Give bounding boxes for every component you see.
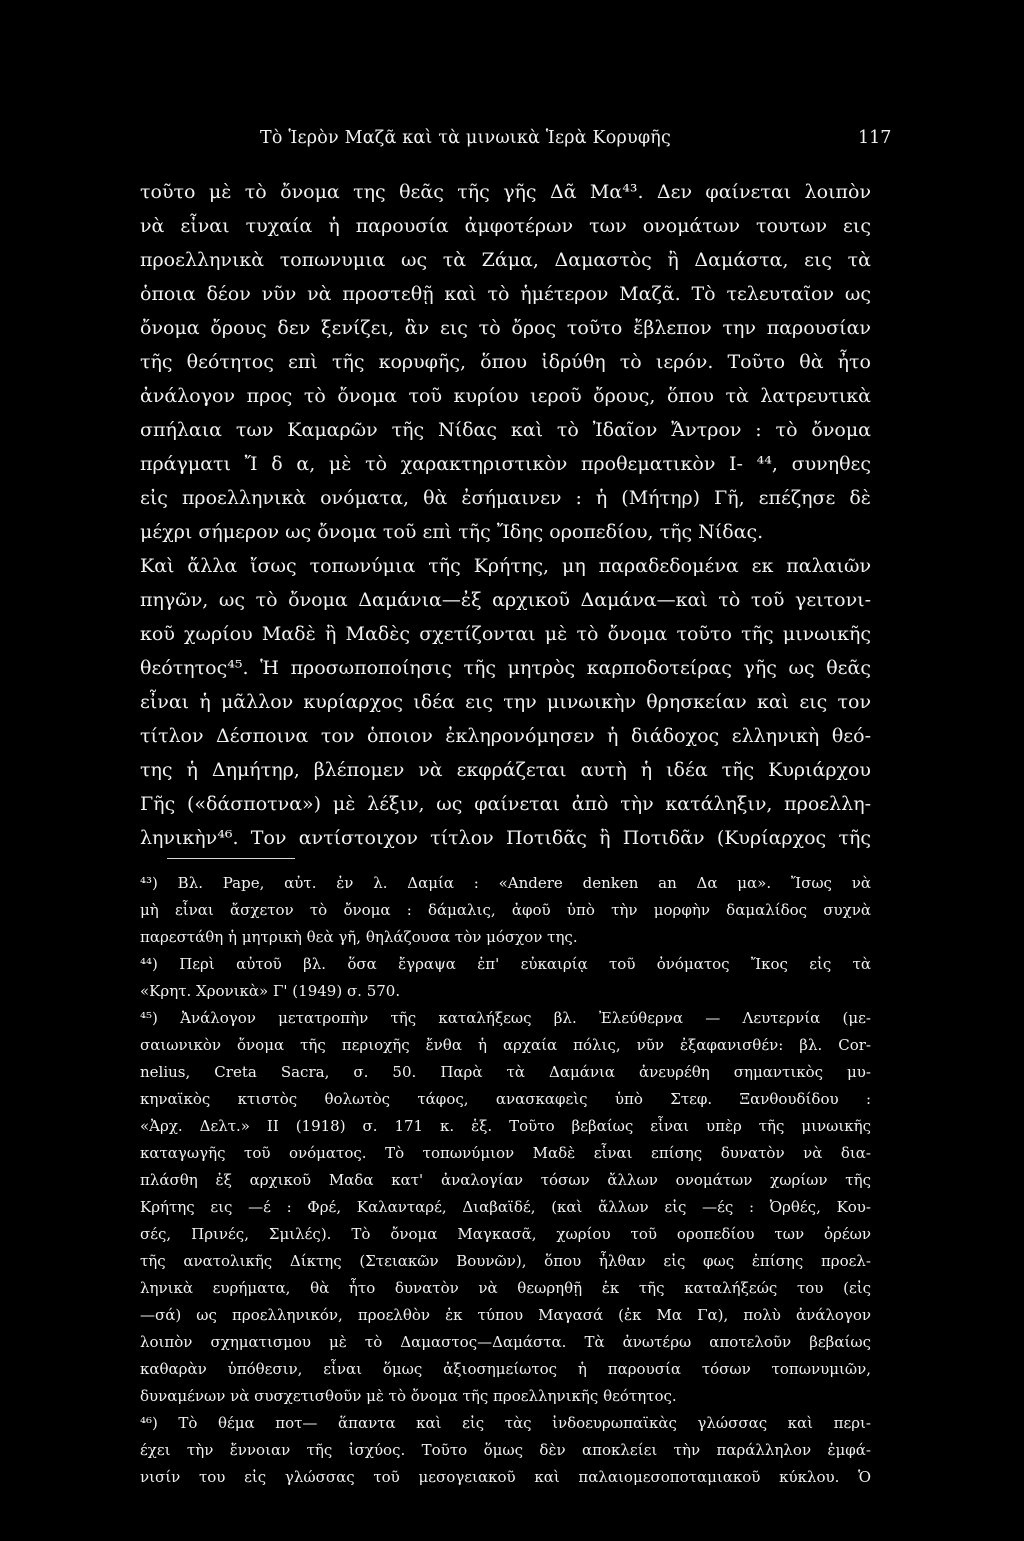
body-line: σπήλαια των Καμαρῶν τῆς Νίδας καὶ τὸ Ἰδαῖον Ἄντρον : τὸ ὄνομα — [140, 419, 871, 441]
footnote-line: —σά) ως προελληνικόν, προελθὸν ἐκ τύπου Μαγασά (ἐκ Μα Γα), πολὺ ἀνάλογον — [140, 1306, 871, 1324]
footnote-line: νισίν του εἰς γλώσσας τοῦ μεσογειακοῦ καὶ παλαιομεσοποταμιακοῦ κύκλου. Ὁ — [140, 1468, 871, 1486]
body-line: μέχρι σήμερον ως ὄνομα τοῦ επὶ τῆς Ἴδης οροπεδίου, τῆς Νίδας. — [140, 521, 764, 543]
body-line: πηγῶν, ως τὸ ὄνομα Δαμάνια—ἐξ αρχικοῦ Δαμάνα—καὶ τὸ τοῦ γειτονι- — [140, 589, 871, 611]
footnote-line: κηναϊκὸς κτιστὸς θολωτὸς τάφος, ανασκαφεὶς ὑπὸ Στεφ. Ξανθουδίδου : — [140, 1090, 871, 1108]
footnote-line: παρεστάθη ἡ μητρικὴ θεὰ γῆ, θηλάζουσα τὸν μόσχον της. — [140, 928, 578, 946]
body-line: Καὶ ἄλλα ἴσως τοπωνύμια τῆς Κρήτης, μη παραδεδομένα εκ παλαιῶν — [140, 555, 871, 577]
footnote-line: πλάσθη ἐξ αρχικοῦ Μαδα κατ' ἀναλογίαν τόσων ἄλλων ονομάτων χωρίων τῆς — [140, 1171, 871, 1189]
footnote-line: μὴ εἶναι ἄσχετον τὸ ὄνομα : δάμαλις, ἀφοῦ ὑπὸ τὴν μορφὴν δαμαλίδος συχνὰ — [140, 901, 871, 919]
body-line: τοῦτο μὲ τὸ ὄνομα της θεᾶς τῆς γῆς Δᾶ Μα⁴³. Δεν φαίνεται λοιπὸν — [140, 181, 871, 203]
body-line: νὰ εἶναι τυχαία ἡ παρουσία ἀμφοτέρων των ονομάτων τουτων εις — [140, 215, 871, 237]
running-title: Τὸ Ἱερὸν Μαζᾶ καὶ τὰ μινωικὰ Ἱερὰ Κορυφῆς — [260, 128, 671, 148]
footnote-line: Κρήτης εις —έ : Φρέ, Καλανταρέ, Διαβαϊδέ, (καὶ ἄλλων εἰς —ές : Ὀρθές, Κου- — [140, 1198, 871, 1216]
body-line: ὄνομα ὄρους δεν ξενίζει, ἂν εις τὸ ὄρος τοῦτο ἔβλεπον την παρουσίαν — [140, 317, 871, 339]
body-line: ληνικὴν⁴⁶. Τον αντίστοιχον τίτλον Ποτιδᾶς ἢ Ποτιδᾶν (Κυρίαρχος τῆς — [140, 827, 871, 849]
footnote-line: λοιπὸν σχηματισμου μὲ τὸ Δαμαστος—Δαμάστα. Τὰ ἀνωτέρω αποτελοῦν βεβαίως — [140, 1333, 871, 1351]
footnote-line: τῆς ανατολικῆς Δίκτης (Στειακῶν Βουνῶν), ὅπου ἦλθαν εἰς φως ἐπίσης προελ- — [140, 1252, 871, 1270]
footnote-line: καθαρὰν ὑπόθεσιν, εἶναι ὅμως ἀξιοσημείωτος ἡ παρουσία τόσων τοπωνυμιῶν, — [140, 1360, 871, 1378]
body-line: εἰς προελληνικὰ ονόματα, θὰ ἐσήμαινεν : ἡ (Μήτηρ) Γῆ, επέζησε δὲ — [140, 487, 871, 509]
footnote-line: ⁴⁴) Περὶ αὐτοῦ βλ. ὅσα ἔγραψα ἐπ' εὐκαιρίᾳ τοῦ ὀνόματος Ἴκος εἰς τὰ — [140, 955, 871, 973]
footnote-line: ⁴³) Βλ. Pape, αὐτ. ἐν λ. Δαμία : «Andere denken an Δα μα». Ἴσως νὰ — [140, 874, 871, 892]
body-line: ὁποια δέον νῦν νὰ προστεθῇ καὶ τὸ ἡμέτερον Μαζᾶ. Τὸ τελευταῖον ως — [140, 283, 871, 305]
footnote-separator — [167, 858, 295, 859]
footnote-line: σαιωνικὸν ὄνομα τῆς περιοχῆς ἔνθα ἡ αρχαία πόλις, νῦν ἐξαφανισθέν: βλ. Cor- — [140, 1036, 871, 1054]
body-line: κοῦ χωρίου Μαδὲ ἢ Μαδὲς σχετίζονται μὲ τὸ ὄνομα τοῦτο τῆς μινωικῆς — [140, 623, 871, 645]
footnote-line: «Ἀρχ. Δελτ.» ΙΙ (1918) σ. 171 κ. ἑξ. Τοῦτο βεβαίως εἶναι υπὲρ τῆς μινωικῆς — [140, 1117, 871, 1135]
body-line: τῆς θεότητος επὶ τῆς κορυφῆς, ὅπου ἱδρύθη τὸ ιερόν. Τοῦτο θὰ ἦτο — [140, 351, 871, 373]
footnote-line: «Κρητ. Χρονικὰ» Γ' (1949) σ. 570. — [140, 982, 401, 1000]
body-line: της ἡ Δημήτηρ, βλέπομεν νὰ εκφράζεται αυτὴ ἡ ιδέα τῆς Κυριάρχου — [140, 759, 871, 781]
footnote-line: nelius, Creta Sacra, σ. 50. Παρὰ τὰ Δαμάνια ἀνευρέθη σημαντικὸς μυ- — [140, 1063, 871, 1081]
body-line: πράγματι Ἴ δ α, μὲ τὸ χαρακτηριστικὸν προθεματικὸν Ι- ⁴⁴, συνηθες — [140, 453, 871, 475]
footnote-line: ⁴⁶) Τὸ θέμα ποτ— ἅπαντα καὶ εἰς τὰς ἰνδοευρωπαϊκὰς γλώσσας καὶ περι- — [140, 1414, 871, 1432]
footnote-line: καταγωγῆς τοῦ ονόματος. Τὸ τοπωνύμιον Μαδὲ εἶναι επίσης δυνατὸν νὰ δια- — [140, 1144, 871, 1162]
footnote-line: έχει τὴν ἔννοιαν τῆς ἰσχύος. Τοῦτο ὅμως δὲν αποκλείει τὴν παράλληλον ἐμφά- — [140, 1441, 871, 1459]
page-number: 117 — [858, 128, 892, 148]
body-line: ἀνάλογον προς τὸ ὄνομα τοῦ κυρίου ιεροῦ ὄρους, ὅπου τὰ λατρευτικὰ — [140, 385, 871, 407]
footnote-line: ⁴⁵) Ἀνάλογον μετατροπὴν τῆς καταλήξεως βλ. Ἐλεύθερνα — Λευτερνία (με- — [140, 1009, 871, 1027]
footnote-line: δυναμένων νὰ συσχετισθοῦν μὲ τὸ ὄνομα τῆς προελληνικῆς θεότητος. — [140, 1387, 677, 1405]
footnote-line: σές, Πρινές, Σμιλές). Τὸ ὄνομα Μαγκασᾶ, χωρίου τοῦ οροπεδίου των ὀρέων — [140, 1225, 871, 1243]
body-line: Γῆς («δάσποτνα») μὲ λέξιν, ως φαίνεται ἀπὸ τὴν κατάληξιν, προελλη- — [140, 793, 871, 815]
body-line: εἶναι ἡ μᾶλλον κυρίαρχος ιδέα εις την μινωικὴν θρησκείαν καὶ εις τον — [140, 691, 871, 713]
body-line: τίτλον Δέσποινα τον ὁποιον ἐκληρονόμησεν ἡ διάδοχος ελληνικὴ θεό- — [140, 725, 871, 747]
body-line: θεότητος⁴⁵. Ἡ προσωποποίησις τῆς μητρὸς καρποδοτείρας γῆς ως θεᾶς — [140, 657, 871, 679]
footnote-line: ληνικὰ ευρήματα, θὰ ἦτο δυνατὸν νὰ θεωρηθῇ ἐκ τῆς καταλήξεώς του (εἰς — [140, 1279, 871, 1297]
body-line: προελληνικὰ τοπωνυμια ως τὰ Ζάμα, Δαμαστὸς ἢ Δαμάστα, εις τὰ — [140, 249, 871, 271]
